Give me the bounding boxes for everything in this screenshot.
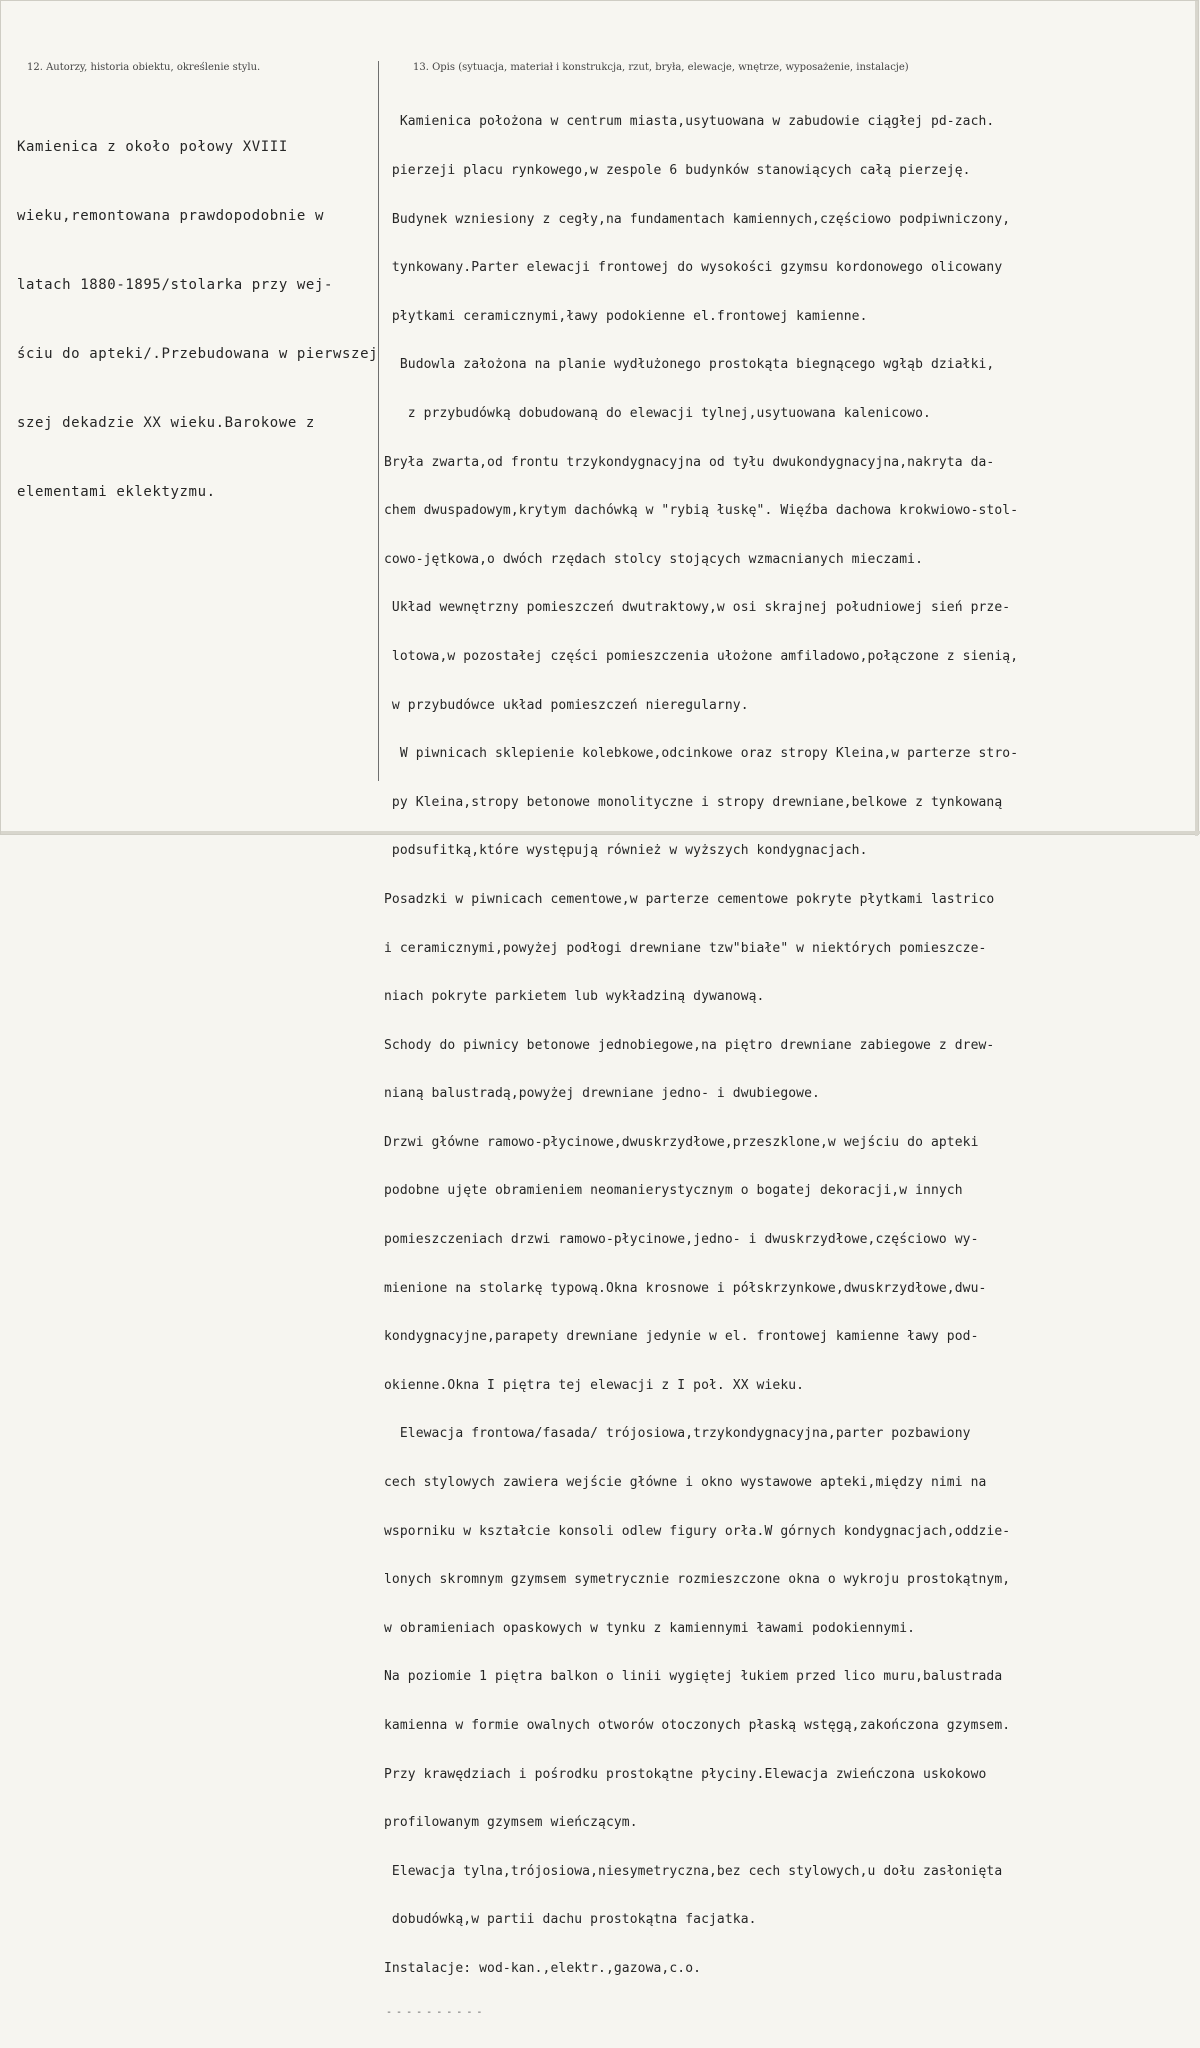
description-line: Kamienica położona w centrum miasta,usytuowana w zabudowie ciągłej pd-zach. [384,114,995,130]
description-line: Przy krawędziach i pośrodku prostokątne płyciny.Elewacja zwieńczona uskokowo [384,1766,987,1782]
description-line: podsufitką,które występują również w wyższych kondygnacjach. [384,843,868,859]
section-13-header: 13. Opis (sytuacja, materiał i konstrukcja, rzut, bryła, elewacje, wnętrze, wyposażenie, instalacje) [413,62,909,73]
description-line: pomieszczeniach drzwi ramowo-płycinowe,jedno- i dwuskrzydłowe,częściowo wy- [384,1232,979,1248]
description-line: z przybudówką dobudowaną do elewacji tylnej,usytuowana kalenicowo. [384,405,931,421]
description-line: Elewacja frontowa/fasada/ trójosiowa,trzykondygnacyjna,parter pozbawiony [384,1426,971,1442]
history-line: ściu do apteki/.Przebudowana w pierwszej [17,346,379,362]
description-line: cowo-jętkowa,o dwóch rzędach stolcy stojących wzmacnianych mieczami. [384,551,924,567]
description-line: płytkami ceramicznymi,ławy podokienne el.frontowej kamienne. [384,308,868,324]
description-line: w przybudówce układ pomieszczeń nieregularny. [384,697,749,713]
description-line: Budynek wzniesiony z cegły,na fundamentach kamiennych,częściowo podpiwniczony, [384,211,1011,227]
description-line: w obramieniach opaskowych w tynku z kamiennymi ławami podokiennymi. [384,1620,916,1636]
description-line: niach pokryte parkietem lub wykładziną dywanową. [384,989,765,1005]
description-line: lotowa,w pozostałej części pomieszczenia ułożone amfiladowo,połączone z sienią, [384,648,1019,664]
description-line: nianą balustradą,powyżej drewniane jedno- i dwubiegowe. [384,1086,820,1102]
description-line: podobne ujęte obramieniem neomanierystycznym o bogatej dekoracji,w innych [384,1183,963,1199]
instalacje-dashed-underline: - - - - - - - - - - [386,2006,482,2018]
description-line: cech stylowych zawiera wejście główne i okno wystawowe apteki,między nimi na [384,1475,987,1491]
description-line: kamienna w formie owalnych otworów otoczonych płaską wstęgą,zakończona gzymsem. [384,1718,1011,1733]
history-line: Kamienica z około połowy XVIII [17,139,288,155]
description-text [384,82,1018,2048]
description-line: Na poziomie 1 piętra balkon o linii wygiętej łukiem przed lico muru,balustrada [384,1669,1003,1685]
history-line: wieku,remontowana prawdopodobnie w [17,208,324,224]
description-line: Elewacja tylna,trójosiowa,niesymetryczna,bez cech stylowych,u dołu zasłonięta [384,1863,1003,1879]
description-line: Instalacje: wod-kan.,elektr.,gazowa,c.o. [384,1960,702,1976]
history-line: latach 1880-1895/stolarka przy wej- [17,277,334,293]
description-line: Posadzki w piwnicach cementowe,w parterze cementowe pokryte płytkami lastrico [384,891,995,907]
description-line: profilowanym gzymsem wieńczącym. [384,1815,638,1831]
description-line: Drzwi główne ramowo-płycinowe,dwuskrzydłowe,przeszklone,w wejściu do apteki [384,1134,979,1150]
description-line: dobudówką,w partii dachu prostokątna facjatka. [384,1912,757,1928]
description-line: mienione na stolarkę typową.Okna krosnowe i półskrzynkowe,dwuskrzydłowe,dwu- [384,1280,987,1296]
description-line: kondygnacyjne,parapety drewniane jedynie w el. frontowej kamienne ławy pod- [384,1329,979,1345]
section-12-header: 12. Autorzy, historia obiektu, określenie stylu. [27,62,261,73]
card-edge-right [1195,1,1198,836]
history-line: elementami eklektyzmu. [17,484,216,500]
description-line: lonych skromnym gzymsem symetrycznie rozmieszczone okna o wykroju prostokątnym, [384,1572,1011,1588]
description-line: Budowla założona na planie wydłużonego prostokąta biegnącego wgłąb działki, [384,357,995,373]
description-line: wsporniku w kształcie konsoli odlew figury orła.W górnych kondygnacjach,oddzie- [384,1523,1011,1539]
history-style-text [17,90,378,550]
description-line: chem dwuspadowym,krytym dachówką w "rybią łuskę". Więźba dachowa krokwiowo-stol- [384,503,1019,519]
description-line: pierzeji placu rynkowego,w zespole 6 budynków stanowiących całą pierzeję. [384,163,971,178]
description-line: tynkowany.Parter elewacji frontowej do wysokości gzymsu kordonowego olicowany [384,260,1003,276]
description-line: Bryła zwarta,od frontu trzykondygnacyjna od tyłu dwukondygnacyjna,nakryta da- [384,454,995,470]
description-line: i ceramicznymi,powyżej podłogi drewniane tzw"białe" w niektórych pomieszcze- [384,940,987,956]
description-line: W piwnicach sklepienie kolebkowe,odcinkowe oraz stropy Kleina,w parterze stro- [384,746,1019,762]
description-line: Schody do piwnicy betonowe jednobiegowe,na piętro drewniane zabiegowe z drew- [384,1037,995,1053]
description-line: py Kleina,stropy betonowe monolityczne i stropy drewniane,belkowe z tynkowaną [384,794,1003,810]
history-line: szej dekadzie XX wieku.Barokowe z [17,415,315,431]
description-line: okienne.Okna I piętra tej elewacji z I poł. XX wieku. [384,1377,805,1393]
description-line: Układ wewnętrzny pomieszczeń dwutraktowy,w osi skrajnej południowej sień prze- [384,600,1011,616]
